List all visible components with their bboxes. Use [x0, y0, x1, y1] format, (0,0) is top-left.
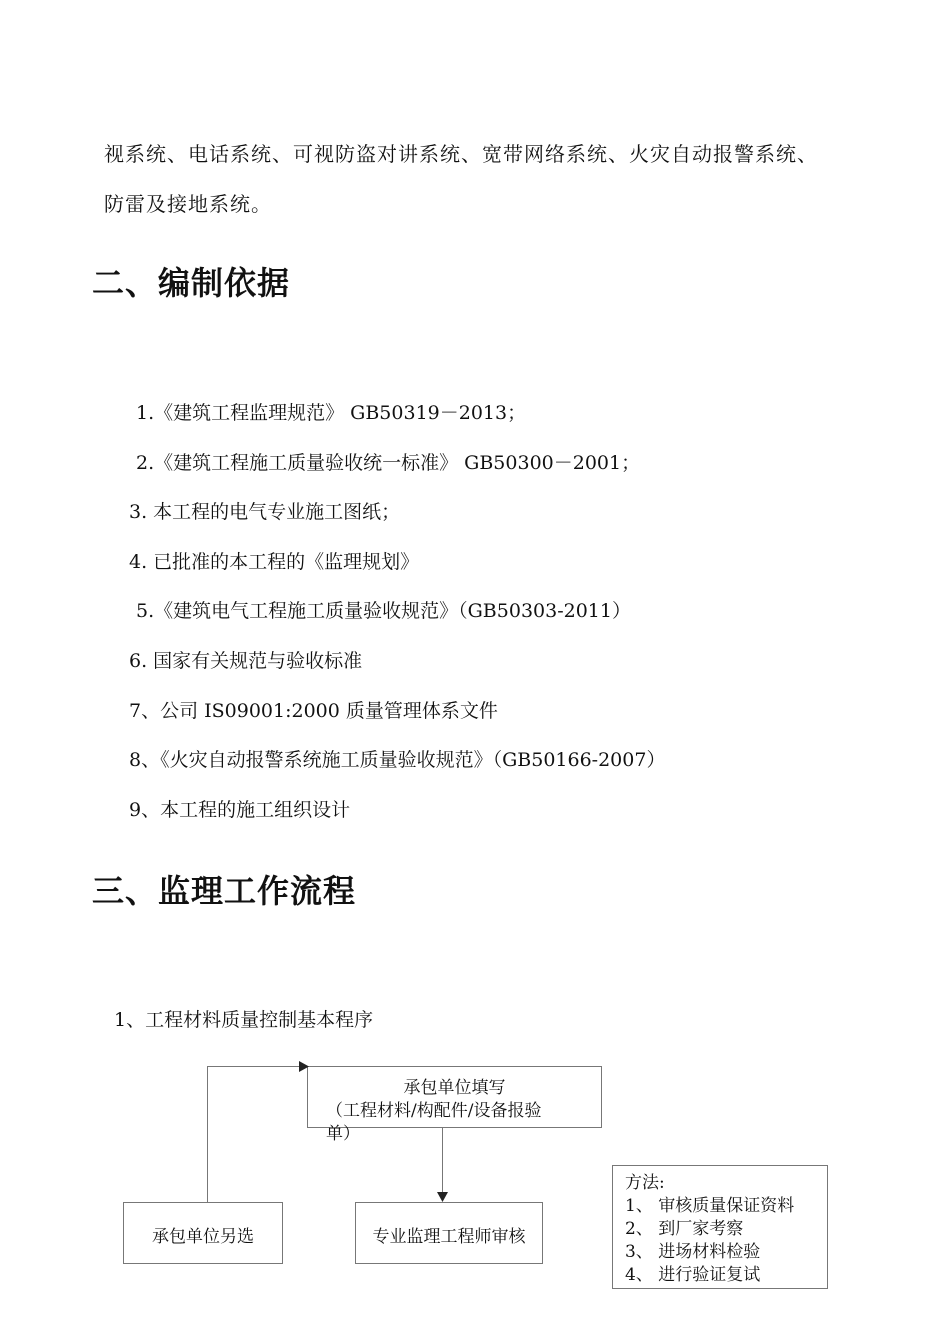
- list-item: 5.《建筑电气工程施工质量验收规范》（GB50303-2011）: [136, 600, 631, 622]
- flow-box-review-label: 专业监理工程师审核: [372, 1227, 526, 1247]
- list-item: 6. 国家有关规范与验收标准: [129, 650, 363, 672]
- list-item: 3. 本工程的电气专业施工图纸；: [129, 501, 401, 523]
- connector-submit-down: [442, 1128, 443, 1194]
- intro-line-1: 视系统、电话系统、可视防盗对讲系统、宽带网络系统、火灾自动报警系统、: [104, 142, 818, 166]
- methods-item: 2、 到厂家考察: [625, 1219, 744, 1239]
- flow-box-methods: [612, 1165, 828, 1289]
- intro-line-2: 防雷及接地系统。: [104, 192, 272, 216]
- section-3-heading: 三、监理工作流程: [92, 872, 357, 910]
- section-3-subtitle: 1、工程材料质量控制基本程序: [114, 1009, 374, 1031]
- flow-box-submit-subtitle-end: 单）: [326, 1124, 360, 1144]
- flow-box-submit-subtitle: （工程材料/构配件/设备报验: [326, 1101, 542, 1121]
- list-item: 1.《建筑工程监理规范》 GB50319－2013；: [136, 402, 527, 424]
- section-2-heading: 二、编制依据: [92, 264, 291, 302]
- list-item: 4. 已批准的本工程的《监理规划》: [129, 551, 420, 573]
- list-item: 9、本工程的施工组织设计: [129, 799, 351, 821]
- arrow-right-icon: [299, 1061, 309, 1072]
- connector-reselect-up: [207, 1066, 208, 1202]
- list-item: 8、《火灾自动报警系统施工质量验收规范》（GB50166-2007）: [129, 749, 666, 771]
- list-item: 2.《建筑工程施工质量验收统一标准》 GB50300－2001；: [136, 452, 641, 474]
- methods-title: 方法:: [625, 1173, 665, 1193]
- flow-box-reselect-label: 承包单位另选: [152, 1227, 254, 1247]
- list-item: 7、公司 IS09001:2000 质量管理体系文件: [129, 700, 498, 722]
- flow-box-submit-title: 承包单位填写: [403, 1078, 506, 1098]
- connector-reselect-right: [207, 1066, 301, 1067]
- flow-box-review: [355, 1202, 543, 1264]
- flow-box-submit: [307, 1066, 602, 1144]
- methods-item: 3、 进场材料检验: [625, 1242, 761, 1262]
- methods-item: 1、 审核质量保证资料: [625, 1196, 795, 1216]
- flow-box-reselect: [123, 1202, 283, 1264]
- arrow-down-icon: [437, 1192, 448, 1202]
- methods-item: 4、 进行验证复试: [625, 1265, 761, 1285]
